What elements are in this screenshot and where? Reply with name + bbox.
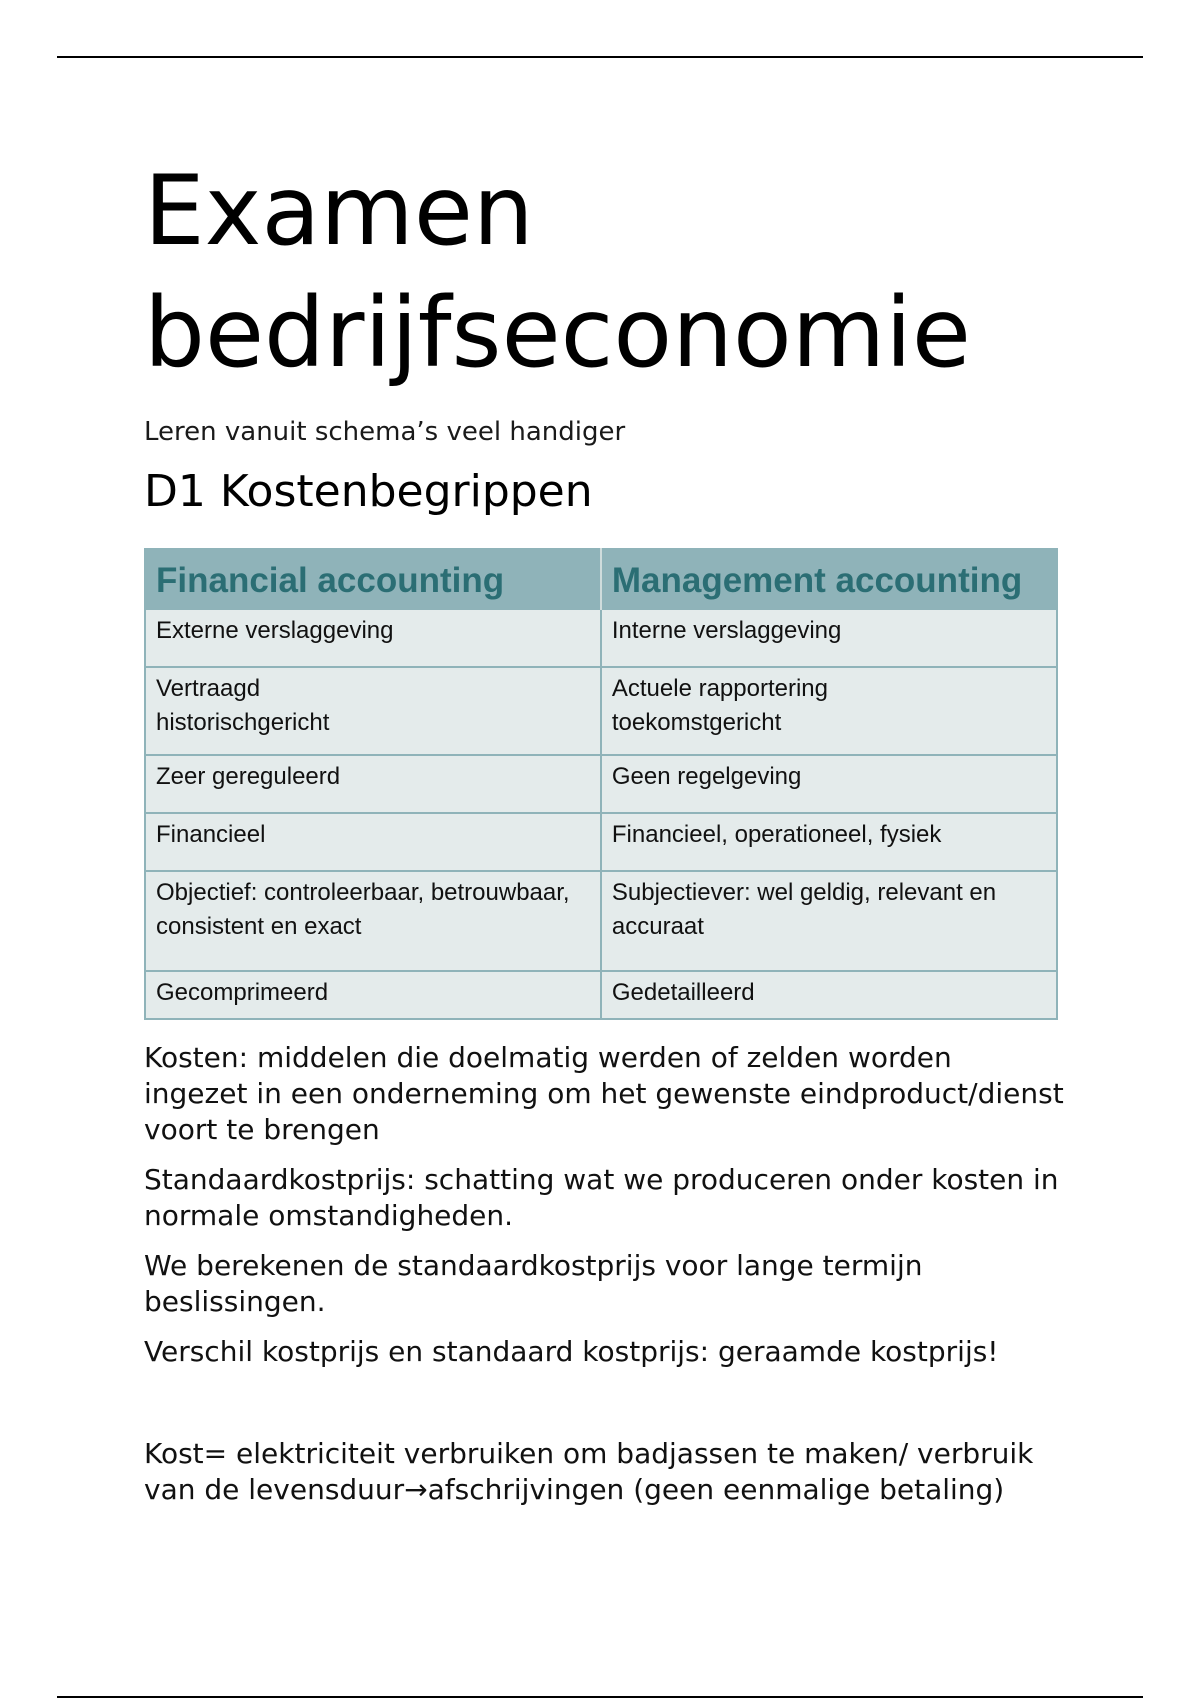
table-header-row	[145, 549, 1057, 609]
table-cell	[145, 667, 601, 755]
table-cell: Zeer gereguleerd	[145, 755, 601, 813]
table-row	[145, 871, 1057, 971]
table-cell-line: historischgericht	[156, 709, 330, 736]
paragraph-kost: Kost= elektriciteit verbruiken om badjassen te maken/ verbruik van de levensduur→afschrijvingen (geen eenmalige betaling)	[144, 1437, 1034, 1506]
table-cell-line: Vertraagd	[156, 675, 261, 702]
table-cell: Interne verslaggeving	[601, 609, 1057, 667]
table-row	[145, 755, 1057, 813]
paragraph-standaardkostprijs: Standaardkostprijs: schatting wat we produceren onder kosten in normale omstandigheden.	[144, 1163, 1059, 1232]
table-cell	[601, 667, 1057, 755]
table-row	[145, 609, 1057, 667]
table-cell-line: Actuele rapportering	[611, 675, 829, 702]
paragraph-verschil: Verschil kostprijs en standaard kostprijs: geraamde kostprijs!	[144, 1335, 999, 1368]
table-cell: Financieel, operationeel, fysiek	[601, 813, 1057, 871]
section-heading: D1 Kostenbegrippen	[144, 466, 593, 517]
table-row	[145, 971, 1057, 1019]
title-line-1: Examen	[144, 155, 534, 267]
table-row	[145, 667, 1057, 755]
document-subtitle: Leren vanuit schema’s veel handiger	[144, 417, 626, 447]
header-financial-accounting: Financial accounting	[145, 549, 601, 609]
table-cell-line: toekomstgericht	[611, 709, 782, 736]
table-cell: Objectief: controleerbaar, betrouwbaar, consistent en exact	[145, 871, 601, 971]
table-cell: Geen regelgeving	[601, 755, 1057, 813]
document-title	[144, 150, 1064, 394]
footer-rule	[57, 1696, 1143, 1698]
table-cell: Financieel	[145, 813, 601, 871]
header-rule	[57, 56, 1143, 58]
paragraph-berekenen: We berekenen de standaardkostprijs voor lange termijn beslissingen.	[144, 1249, 923, 1318]
accounting-comparison-table	[144, 548, 1058, 1020]
table-cell: Subjectiever: wel geldig, relevant en accuraat	[601, 871, 1057, 971]
header-management-accounting: Management accounting	[601, 549, 1057, 609]
table-row	[145, 813, 1057, 871]
paragraph-kosten: Kosten: middelen die doelmatig werden of zelden worden ingezet in een onderneming om het gewenste eindproduct/dienst voort te brengen	[144, 1041, 1064, 1146]
table-cell: Externe verslaggeving	[145, 609, 601, 667]
table-cell: Gedetailleerd	[601, 971, 1057, 1019]
title-line-2: bedrijfseconomie	[144, 277, 971, 389]
table-cell: Gecomprimeerd	[145, 971, 601, 1019]
page-content	[144, 150, 1064, 1508]
